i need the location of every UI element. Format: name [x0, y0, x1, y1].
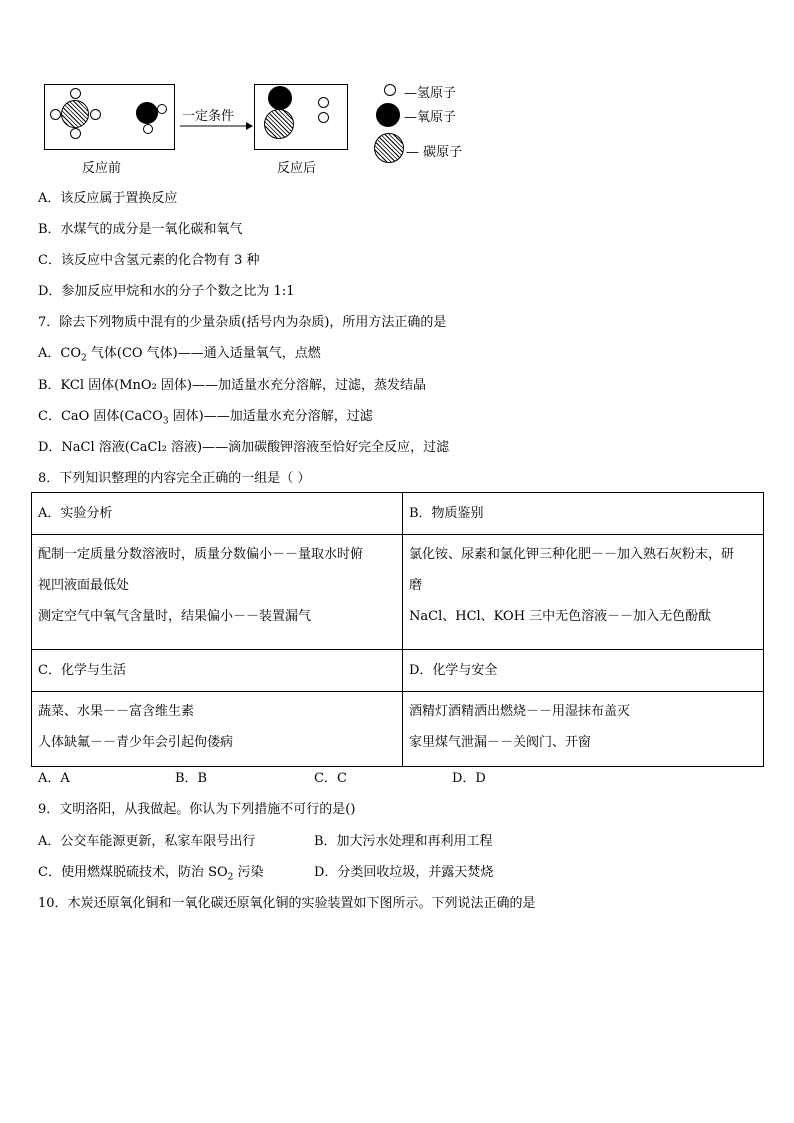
q9-option-a: A．公交车能源更新，私家车限号出行 [38, 834, 256, 849]
legend-hydrogen-icon [384, 84, 396, 96]
q8-stem: 8．下列知识整理的内容完全正确的一组是（ ） [38, 471, 311, 486]
q7-a-sub: 2 [81, 353, 87, 364]
cell-c-body [32, 692, 403, 767]
carbon-atom-icon [61, 100, 89, 128]
q9-c-pre: C．使用燃煤脱硫技术，防治 SO [38, 865, 228, 880]
d-line-2: 家里煤气泄漏－－关阀门、开窗 [409, 735, 592, 750]
carbon-atom-icon [264, 109, 294, 139]
legend-oxygen-label: —氧原子 [404, 110, 457, 125]
hydrogen-atom-icon [143, 124, 153, 134]
q6-option-d: D．参加反应甲烷和水的分子个数之比为 1:1 [38, 284, 295, 299]
q6-option-a: A．该反应属于置换反应 [38, 191, 178, 206]
q7-option-b: B．KCl 固体(MnO₂ 固体)——加适量水充分溶解，过滤，蒸发结晶 [38, 378, 426, 393]
c-line-1: 蔬菜、水果－－富含维生素 [38, 704, 195, 719]
a-line-2: 视凹液面最低处 [38, 578, 130, 593]
q7-option-d: D．NaCl 溶液(CaCl₂ 溶液)——滴加碳酸钾溶液至恰好完全反应，过滤 [38, 440, 450, 455]
a-line-3: 测定空气中氧气含量时，结果偏小－－装置漏气 [38, 609, 312, 624]
hydrogen-atom-icon [70, 128, 81, 139]
b-line-1: 氯化铵、尿素和氯化钾三种化肥－－加入熟石灰粉末，研 [409, 547, 735, 562]
q9-stem: 9．文明洛阳，从我做起。你认为下列措施不可行的是() [38, 802, 356, 817]
cell-c-head: C．化学与生活 [32, 650, 403, 692]
hydrogen-atom-icon [318, 97, 329, 108]
q9-option-b: B．加大污水处理和再利用工程 [314, 834, 493, 849]
cell-d-body [403, 692, 764, 767]
after-label: 反应后 [277, 161, 317, 176]
q8-option-c: C．C [314, 771, 347, 786]
legend-carbon-icon [374, 133, 404, 163]
hydrogen-atom-icon [318, 112, 329, 123]
q10-stem: 10．木炭还原氧化铜和一氧化碳还原氧化铜的实验装置如下图所示。下列说法正确的是 [38, 896, 536, 911]
q6-option-c: C．该反应中含氢元素的化合物有 3 种 [38, 253, 260, 268]
hydrogen-atom-icon [70, 88, 81, 99]
hydrogen-atom-icon [157, 104, 167, 114]
hydrogen-atom-icon [50, 109, 61, 120]
q7-a-pre: A．CO [38, 346, 81, 361]
legend-oxygen-icon [376, 103, 400, 127]
arrow-icon [180, 121, 254, 131]
q8-option-a: A．A [38, 771, 70, 786]
cell-d-head: D．化学与安全 [403, 650, 764, 692]
b-line-2: 磨 [409, 578, 423, 593]
q8-options [38, 767, 598, 787]
cell-b-body [403, 535, 764, 650]
q7-option-c [38, 405, 373, 427]
arrow-label: 一定条件 [182, 109, 235, 124]
q7-c-sub: 3 [162, 416, 169, 427]
b-line-3: NaCl、HCl、KOH 三中无色溶液－－加入无色酚酞 [409, 609, 712, 624]
q7-stem: 7．除去下列物质中混有的少量杂质(括号内为杂质)，所用方法正确的是 [38, 315, 447, 330]
c-line-2: 人体缺氟－－青少年会引起佝偻病 [38, 735, 234, 750]
hydrogen-atom-icon [90, 109, 101, 120]
q7-c-post: 固体)——加适量水充分溶解，过滤 [168, 409, 373, 424]
oxygen-atom-icon [136, 102, 158, 124]
d-line-1: 酒精灯酒精洒出燃烧－－用湿抹布盖灭 [409, 704, 631, 719]
q7-a-post: 气体(CO 气体)——通入适量氧气，点燃 [86, 346, 321, 361]
q9-c-sub: 2 [227, 872, 234, 883]
q8-table [31, 492, 764, 767]
before-label: 反应前 [82, 161, 122, 176]
cell-a-body [32, 535, 403, 650]
legend-carbon-label: — 碳原子 [406, 145, 463, 160]
q9-c-post: 污染 [233, 865, 264, 880]
q7-c-pre: C．CaO 固体(CaCO [38, 409, 163, 424]
cell-a-head: A．实验分析 [32, 493, 403, 535]
q6-option-b: B．水煤气的成分是一氧化碳和氧气 [38, 222, 243, 237]
q7-option-a [38, 342, 321, 364]
q9-option-c [38, 861, 264, 883]
oxygen-atom-icon [268, 86, 292, 110]
q8-option-d: D．D [452, 771, 486, 786]
q8-option-b: B．B [175, 771, 208, 786]
a-line-1: 配制一定质量分数溶液时，质量分数偏小－－量取水时俯 [38, 547, 364, 562]
q9-option-d: D．分类回收垃圾，并露天焚烧 [314, 865, 494, 880]
cell-b-head: B．物质鉴别 [403, 493, 764, 535]
legend-hydrogen-label: —氢原子 [404, 86, 457, 101]
